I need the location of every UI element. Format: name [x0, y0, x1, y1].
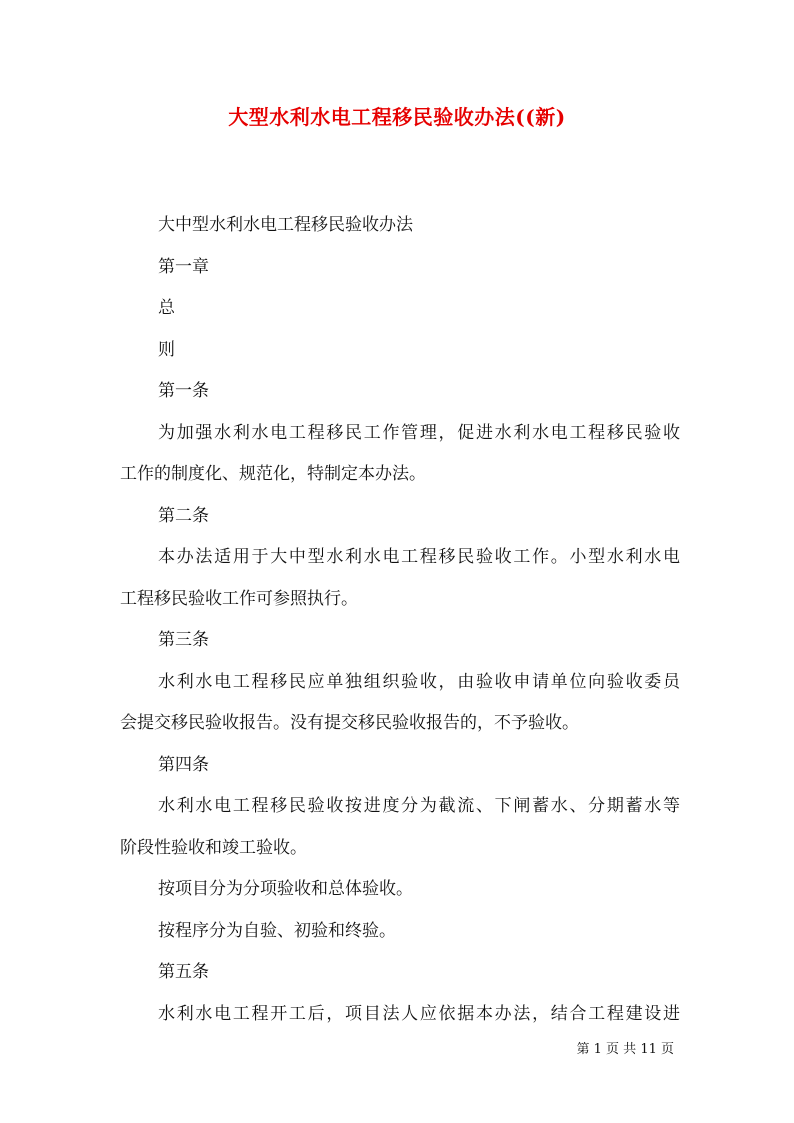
paragraph-line: 工作的制度化、规范化，特制定本办法。 — [120, 464, 426, 484]
page-number-footer: 第 1 页 共 11 页 — [576, 1042, 674, 1057]
article-heading: 第四条 — [158, 754, 209, 775]
document-body — [120, 205, 680, 1035]
article-heading: 第一条 — [158, 381, 209, 401]
paragraph-line: 本办法适用于大中型水利水电工程移民验收工作。小型水利水电 — [158, 547, 680, 567]
paragraph-line: 水利水电工程移民验收按进度分为截流、下闸蓄水、分期蓄水等 — [158, 796, 680, 816]
chapter-title-part: 总 — [158, 298, 175, 318]
paragraph-line: 水利水电工程移民应单独组织验收，由验收申请单位向验收委员 — [158, 671, 680, 692]
document-title: 大型水利水电工程移民验收办法((新) — [228, 105, 566, 129]
article-heading: 第五条 — [158, 962, 209, 982]
article-heading: 第三条 — [158, 630, 209, 650]
article-heading: 第二条 — [158, 505, 209, 526]
chapter-title-part: 则 — [158, 339, 175, 360]
paragraph-line: 工程移民验收工作可参照执行。 — [120, 588, 358, 609]
chapter-heading: 第一章 — [158, 256, 209, 277]
paragraph-line: 为加强水利水电工程移民工作管理，促进水利水电工程移民验收 — [158, 422, 680, 443]
paragraph-line: 按程序分为自验、初验和终验。 — [158, 920, 396, 941]
paragraph-line: 水利水电工程开工后，项目法人应依据本办法，结合工程建设进 — [158, 1003, 680, 1024]
paragraph-line: 按项目分为分项验收和总体验收。 — [158, 879, 413, 899]
paragraph-line: 阶段性验收和竣工验收。 — [120, 837, 307, 858]
paragraph-line: 会提交移民验收报告。没有提交移民验收报告的，不予验收。 — [120, 713, 579, 733]
paragraph-line: 大中型水利水电工程移民验收办法 — [158, 215, 413, 235]
